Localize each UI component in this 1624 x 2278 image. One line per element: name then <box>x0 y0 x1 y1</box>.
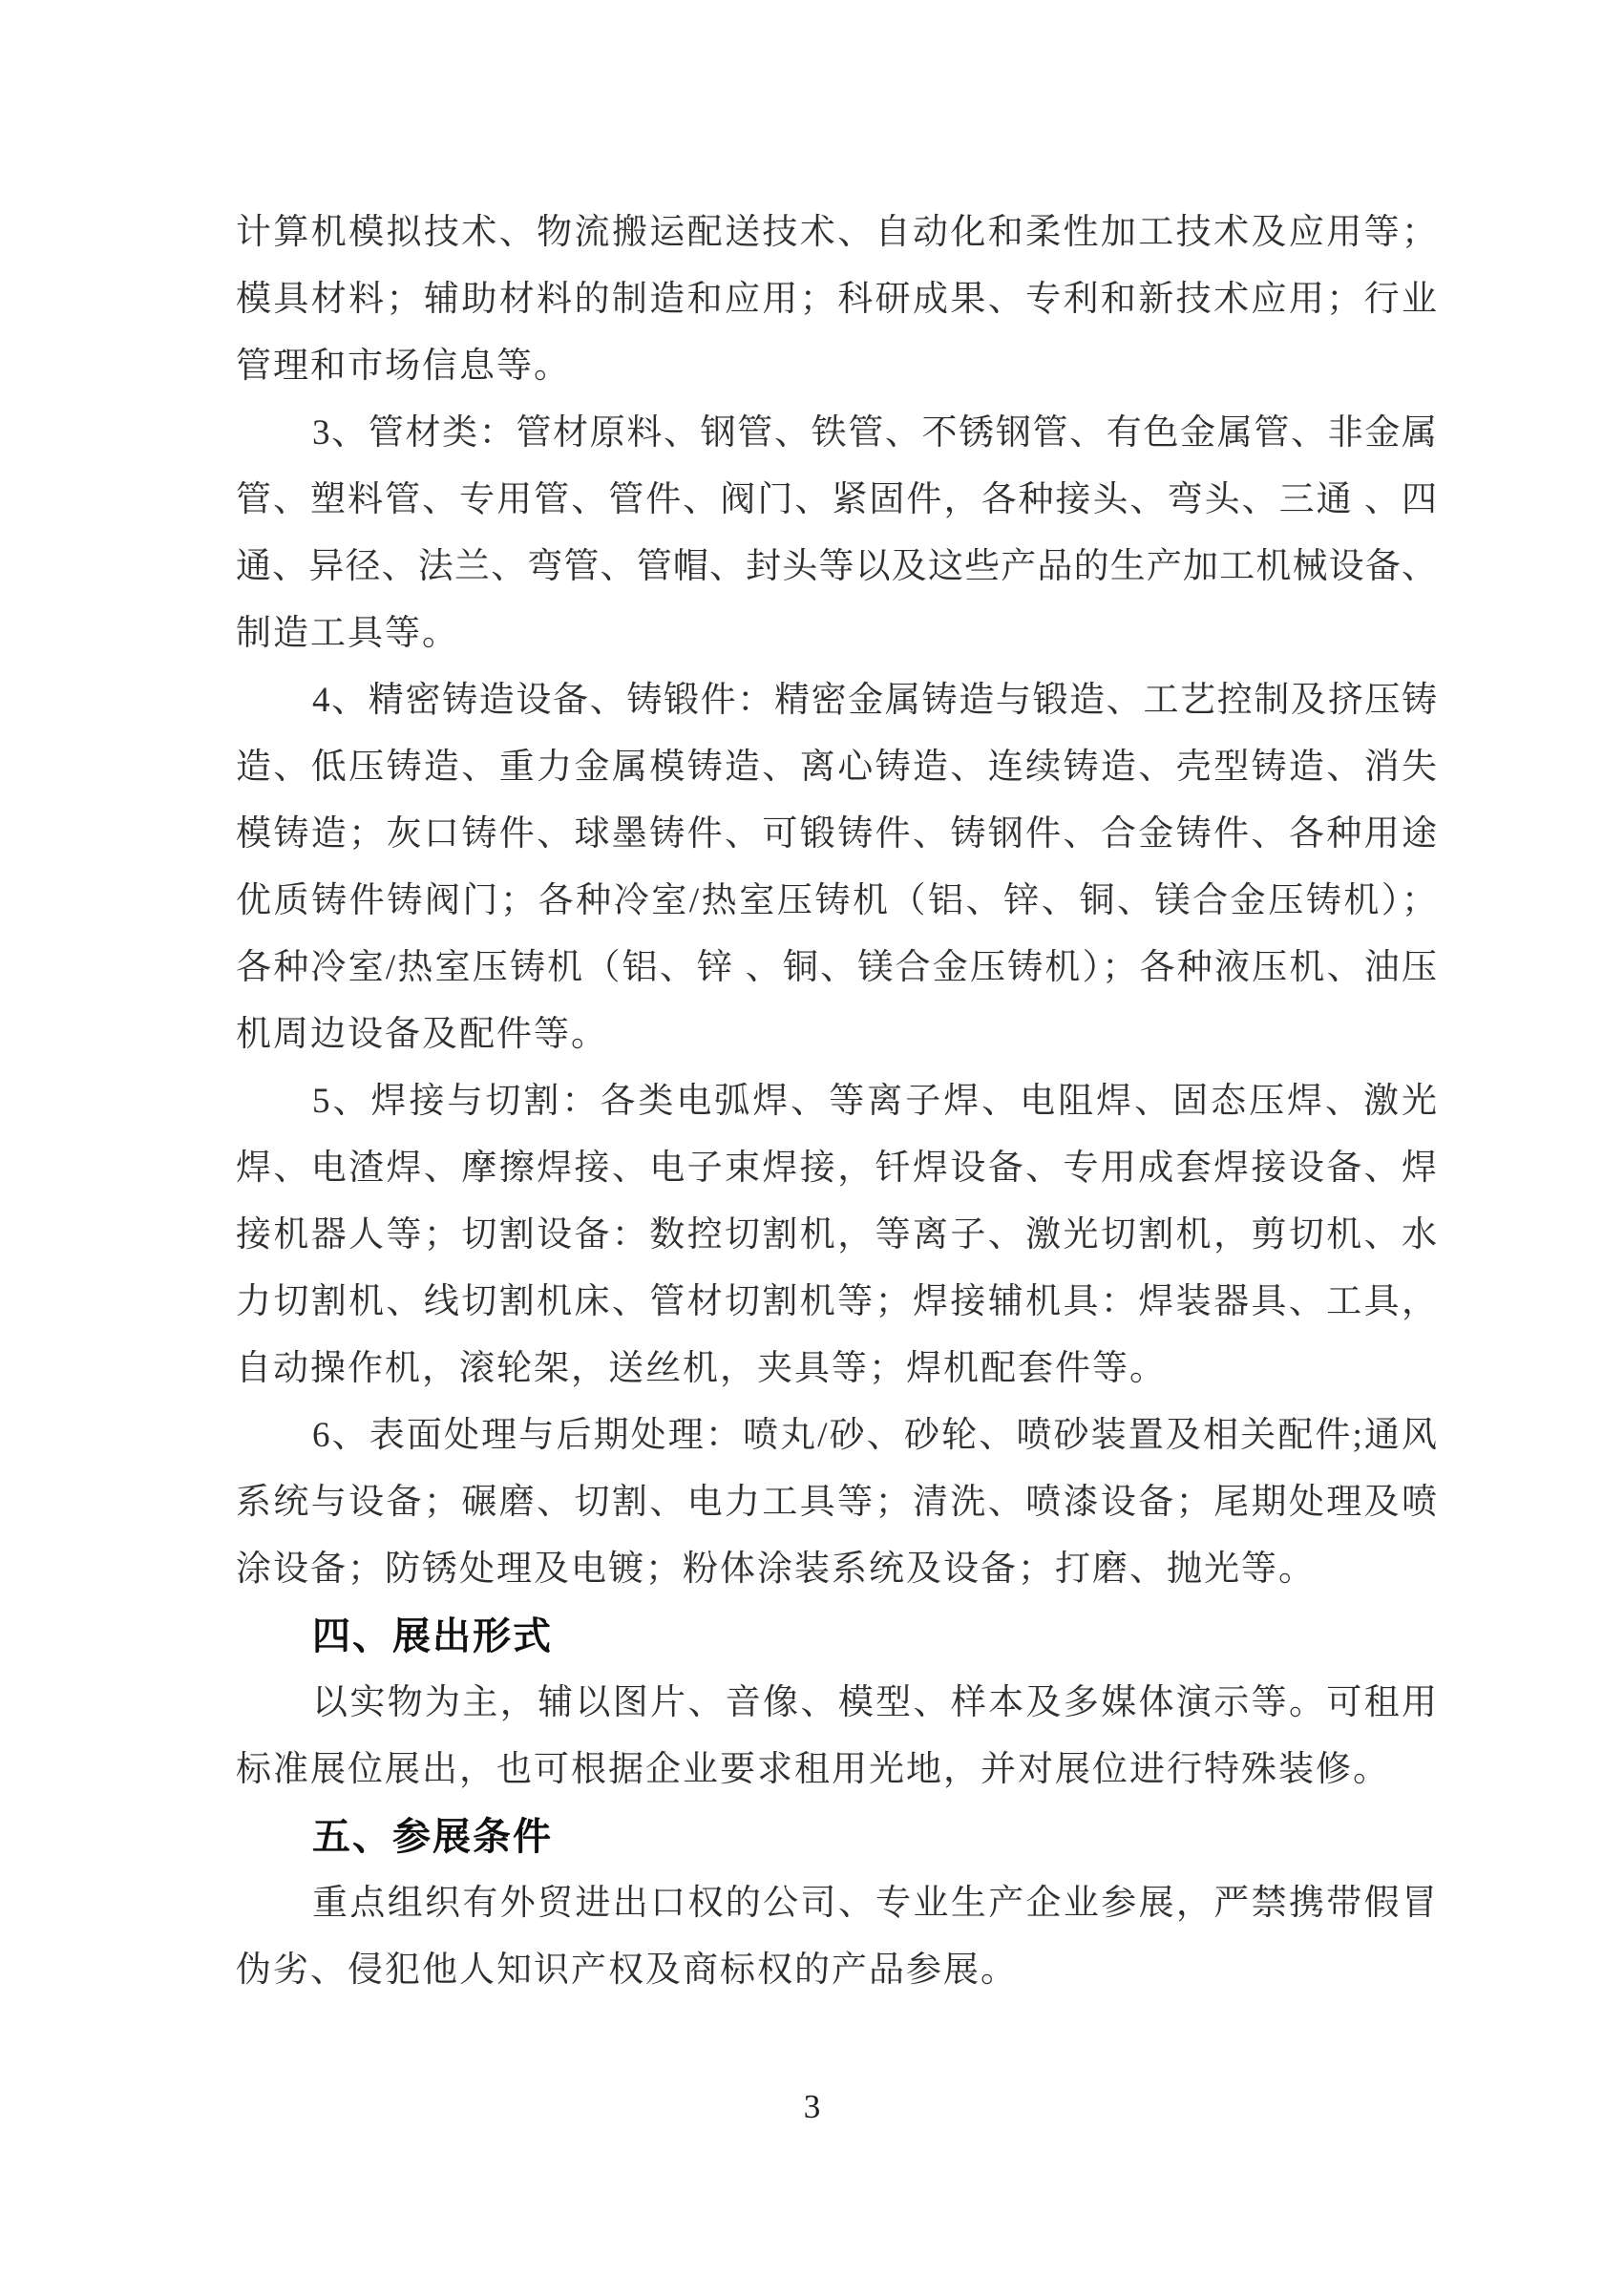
text-line: 各种冷室/热室压铸机（铝、锌 、铜、镁合金压铸机）；各种液压机、油压 <box>236 948 1437 987</box>
text-line: 管理和市场信息等。 <box>236 347 571 386</box>
text-line: 6、表面处理与后期处理：喷丸/砂、砂轮、喷砂装置及相关配件;通风 <box>312 1416 1437 1455</box>
section-heading: 四、展出形式 <box>312 1615 553 1657</box>
text-line: 标准展位展出，也可根据企业要求租用光地，并对展位进行特殊装修。 <box>236 1750 1390 1789</box>
text-line: 重点组织有外贸进出口权的公司、专业生产企业参展，严禁携带假冒 <box>312 1884 1437 1923</box>
text-line: 3、管材类：管材原料、钢管、铁管、不锈钢管、有色金属管、非金属 <box>312 413 1437 453</box>
text-line: 焊、电渣焊、摩擦焊接、电子束焊接，钎焊设备、专用成套焊接设备、焊 <box>236 1149 1437 1188</box>
text-line: 系统与设备；碾磨、切割、电力工具等；清洗、喷漆设备；尾期处理及喷 <box>236 1483 1437 1522</box>
text-line: 制造工具等。 <box>236 614 459 653</box>
text-line: 通、异径、法兰、弯管、管帽、封头等以及这些产品的生产加工机械设备、 <box>236 547 1437 586</box>
text-line: 计算机模拟技术、物流搬运配送技术、自动化和柔性加工技术及应用等； <box>236 213 1437 252</box>
text-line: 4、精密铸造设备、铸锻件：精密金属铸造与锻造、工艺控制及挤压铸 <box>312 681 1437 720</box>
text-line: 5、焊接与切割：各类电弧焊、等离子焊、电阻焊、固态压焊、激光 <box>312 1082 1437 1121</box>
page-number: 3 <box>803 2088 821 2125</box>
text-line: 接机器人等；切割设备：数控切割机，等离子、激光切割机，剪切机、水 <box>236 1215 1437 1255</box>
text-line: 涂设备；防锈处理及电镀；粉体涂装系统及设备；打磨、抛光等。 <box>236 1550 1316 1589</box>
text-line: 造、低压铸造、重力金属模铸造、离心铸造、连续铸造、壳型铸造、消失 <box>236 748 1437 787</box>
text-line: 优质铸件铸阀门；各种冷室/热室压铸机（铝、锌、铜、镁合金压铸机）； <box>236 881 1437 920</box>
text-line: 力切割机、线切割机床、管材切割机等；焊接辅机具：焊装器具、工具， <box>236 1282 1437 1321</box>
text-line: 机周边设备及配件等。 <box>236 1015 608 1054</box>
text-line: 模具材料；辅助材料的制造和应用；科研成果、专利和新技术应用；行业 <box>236 280 1437 319</box>
text-line: 以实物为主，辅以图片、音像、模型、样本及多媒体演示等。可租用 <box>312 1683 1437 1722</box>
text-line: 模铸造；灰口铸件、球墨铸件、可锻铸件、铸钢件、合金铸件、各种用途 <box>236 814 1437 854</box>
text-line: 伪劣、侵犯他人知识产权及商标权的产品参展。 <box>236 1951 1018 1990</box>
document-body <box>236 200 1437 2004</box>
section-heading: 五、参展条件 <box>312 1816 553 1858</box>
text-line: 自动操作机，滚轮架，送丝机，夹具等；焊机配套件等。 <box>236 1349 1167 1388</box>
text-line: 管、塑料管、专用管、管件、阀门、紧固件，各种接头、弯头、三通 、四 <box>236 480 1437 519</box>
